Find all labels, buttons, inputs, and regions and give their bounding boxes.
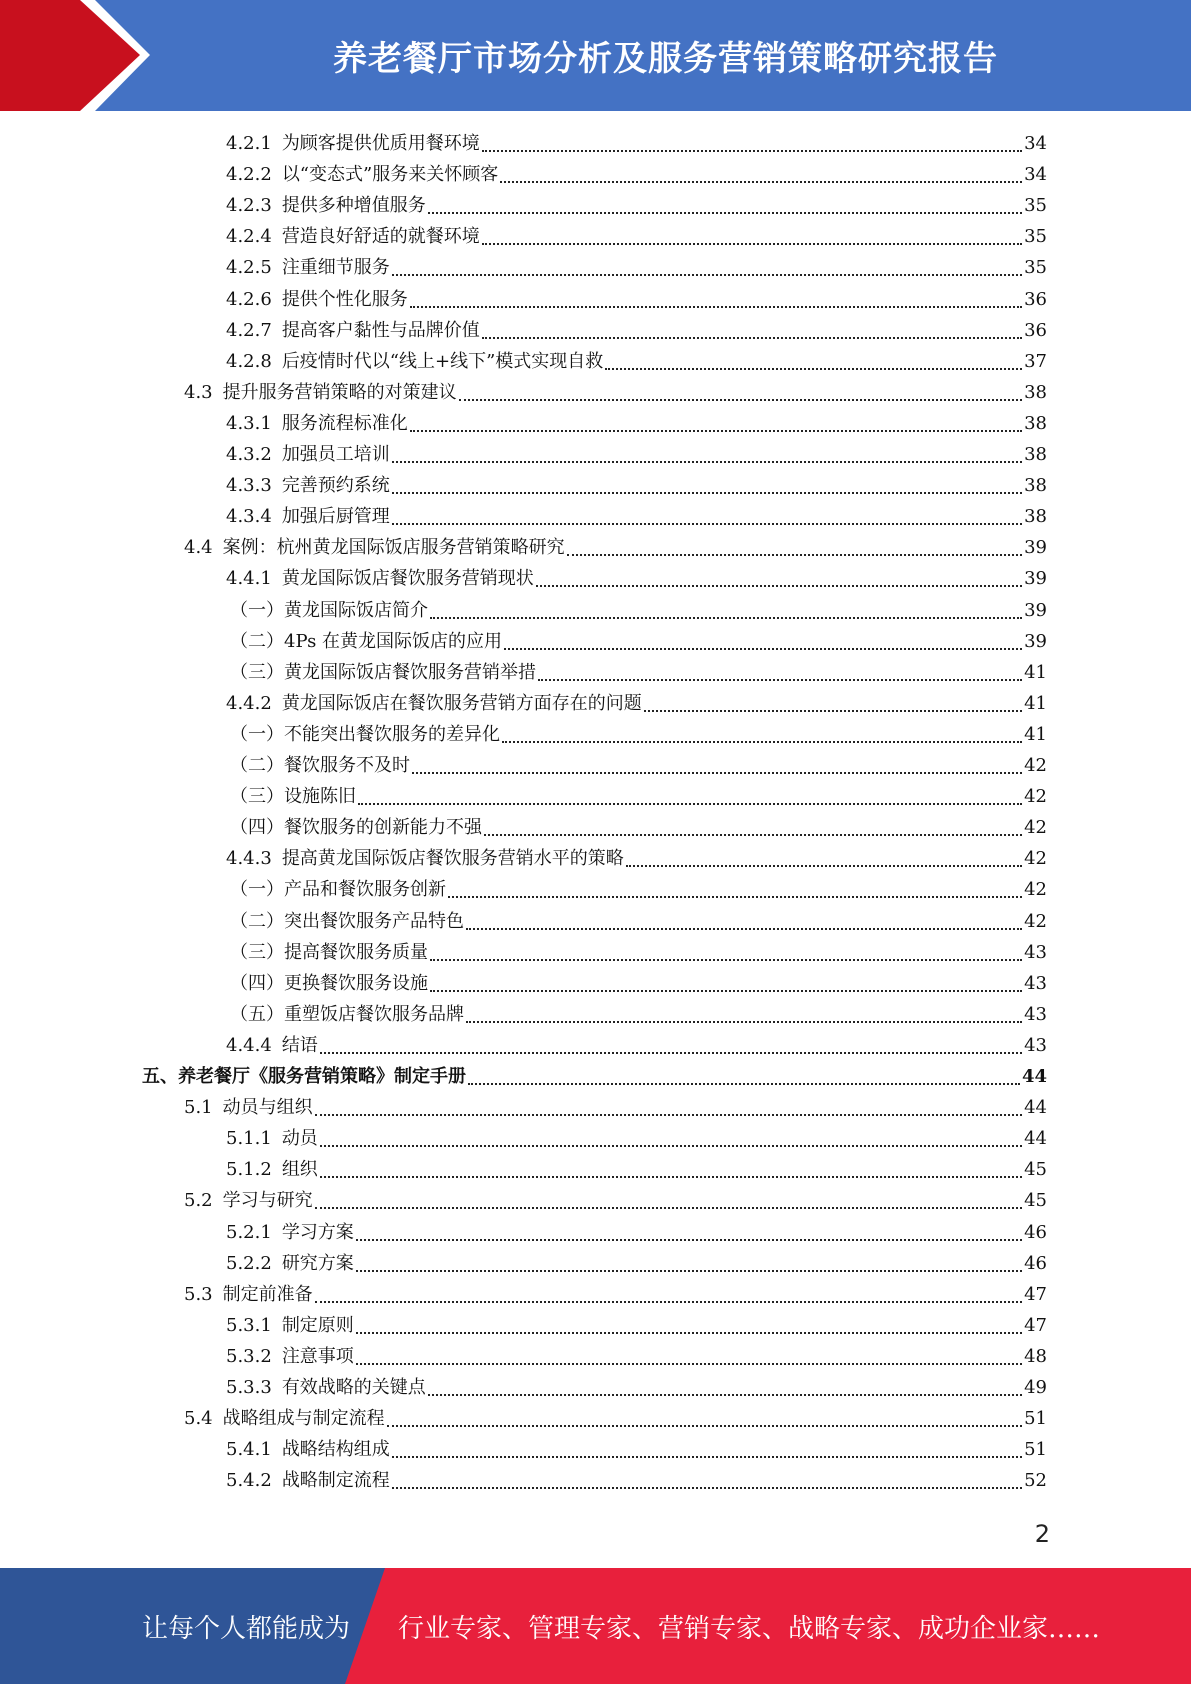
toc-dot-leader: [392, 1455, 1022, 1458]
toc-entry-number: 5.3.3: [226, 1377, 272, 1398]
toc-dot-leader: [428, 1393, 1022, 1396]
toc-entry-title: 动员与组织: [222, 1097, 313, 1119]
toc-entry-number: 4.2.6: [226, 288, 272, 310]
toc-dot-leader: [392, 460, 1022, 463]
toc-entry-page: 43: [1024, 1003, 1047, 1025]
toc-entry[interactable]: [226, 315, 1047, 346]
toc-entry-number: 5.4: [184, 1408, 213, 1430]
toc-entry-title: （四）餐饮服务的创新能力不强: [230, 817, 482, 839]
toc-entry-title: 战略结构组成: [281, 1439, 390, 1461]
footer-slogan-left: 让每个人都能成为: [142, 1613, 351, 1644]
toc-entry-number: 4.4.4: [226, 1034, 272, 1056]
toc-entry-number: 4.2.1: [226, 133, 272, 154]
toc-entry-number: 5.4.2: [226, 1470, 272, 1492]
toc-entry[interactable]: [226, 1248, 1047, 1279]
toc-dot-leader: [387, 1424, 1022, 1427]
toc-entry-number: 4.2.4: [226, 226, 272, 248]
toc-entry[interactable]: [184, 1185, 1047, 1216]
toc-entry[interactable]: [226, 688, 1047, 719]
toc-entry[interactable]: [230, 937, 1047, 968]
toc-dot-leader: [430, 616, 1022, 619]
toc-entry-page: 42: [1024, 879, 1047, 901]
toc-entry-page: 47: [1024, 1283, 1047, 1305]
toc-dot-leader: [315, 1113, 1022, 1116]
toc-entry-title: 战略制定流程: [281, 1470, 390, 1492]
toc-entry[interactable]: [226, 252, 1047, 283]
page-header: [0, 0, 1191, 111]
toc-entry-number: 4.2.5: [226, 257, 272, 279]
toc-entry-number: 4.2.8: [226, 350, 272, 372]
toc-entry-page: 46: [1024, 1252, 1047, 1274]
toc-dot-leader: [466, 927, 1022, 930]
toc-dot-leader: [392, 273, 1022, 276]
toc-dot-leader: [502, 740, 1022, 743]
toc-entry-number: 4.4: [184, 537, 213, 559]
header-red-arrow: [0, 0, 140, 111]
toc-entry[interactable]: [230, 750, 1047, 781]
toc-entry-title: （三）提高餐饮服务质量: [230, 941, 428, 963]
footer-slogan-right: 行业专家、管理专家、营销专家、战略专家、成功企业家……: [398, 1613, 1101, 1644]
toc-entry-page: 36: [1024, 319, 1047, 341]
toc-entry[interactable]: [184, 532, 1047, 563]
toc-entry-page: 39: [1024, 630, 1047, 652]
toc-entry-page: 45: [1024, 1190, 1047, 1212]
toc-entry-page: 39: [1024, 599, 1047, 621]
toc-entry[interactable]: [230, 781, 1047, 812]
toc-entry-page: 35: [1024, 257, 1047, 279]
page-footer: [0, 1568, 1191, 1684]
toc-entry-page: 39: [1024, 537, 1047, 559]
toc-entry-title: 提供多种增值服务: [281, 195, 426, 217]
toc-entry-title: 提供个性化服务: [281, 288, 408, 310]
toc-entry-title: 加强员工培训: [281, 444, 390, 465]
toc-entry-page: 44: [1021, 1066, 1047, 1087]
toc-entry[interactable]: [226, 470, 1047, 501]
toc-entry[interactable]: [184, 1092, 1047, 1123]
toc-dot-leader: [482, 336, 1022, 339]
toc-entry-number: 4.3.2: [226, 444, 272, 465]
toc-entry-title: 注意事项: [281, 1345, 354, 1367]
toc-entry-number: 5.1.2: [226, 1159, 272, 1181]
toc-entry-title: （三）设施陈旧: [230, 786, 356, 808]
toc-entry[interactable]: [226, 1341, 1047, 1372]
toc-entry-title: 学习方案: [281, 1221, 354, 1243]
toc-entry[interactable]: [230, 595, 1047, 626]
toc-dot-leader: [428, 211, 1022, 214]
toc-entry-title: 结语: [281, 1034, 318, 1056]
toc-entry-title: 完善预约系统: [281, 475, 390, 497]
toc-entry-title: 黄龙国际饭店在餐饮服务营销方面存在的问题: [281, 692, 642, 714]
toc-entry-title: 案例：杭州黄龙国际饭店服务营销策略研究: [222, 537, 565, 559]
toc-entry-number: 5.2.1: [226, 1221, 272, 1243]
toc-entry-title: 加强后厨管理: [281, 506, 390, 528]
toc-entry-title: （二）突出餐饮服务产品特色: [230, 910, 464, 932]
toc-entry-page: 38: [1024, 412, 1047, 434]
document-title: 养老餐厅市场分析及服务营销策略研究报告: [333, 39, 998, 79]
toc-entry-title: 动员: [281, 1128, 318, 1150]
toc-entry-page: 46: [1024, 1221, 1047, 1243]
toc-entry[interactable]: [226, 1310, 1047, 1341]
toc-entry-page: 37: [1024, 350, 1047, 372]
toc-entry[interactable]: [230, 874, 1047, 905]
toc-dot-leader: [356, 1362, 1022, 1365]
toc-entry-page: 43: [1024, 941, 1047, 963]
toc-entry[interactable]: [230, 812, 1047, 843]
toc-entry-title: （二）4Ps 在黄龙国际饭店的应用: [230, 630, 503, 652]
toc-entry-page: 34: [1024, 164, 1047, 186]
toc-entry-title: 注重细节服务: [281, 257, 390, 279]
toc-entry-page: 52: [1024, 1470, 1047, 1492]
toc-entry-page: 42: [1024, 910, 1047, 932]
toc-entry-page: 43: [1024, 1034, 1047, 1056]
toc-entry-title: （一）产品和餐饮服务创新: [230, 879, 446, 901]
toc-dot-leader: [538, 678, 1022, 681]
toc-entry[interactable]: [226, 284, 1047, 315]
toc-entry-number: 5.1: [184, 1097, 213, 1119]
toc-entry-title: （四）更换餐饮服务设施: [230, 972, 428, 994]
toc-entry-title: 组织: [281, 1159, 318, 1181]
toc-entry-page: 42: [1024, 817, 1047, 839]
toc-entry-page: 51: [1024, 1408, 1047, 1430]
toc-entry[interactable]: [142, 1061, 1047, 1092]
toc-entry-page: 35: [1024, 226, 1047, 248]
toc-entry-page: 39: [1024, 568, 1047, 590]
toc-dot-leader: [410, 429, 1022, 432]
toc-dot-leader: [500, 180, 1022, 183]
toc-entry[interactable]: [226, 1217, 1047, 1248]
toc-entry[interactable]: [226, 501, 1047, 532]
toc-dot-leader: [358, 802, 1022, 805]
toc-entry[interactable]: [226, 159, 1047, 190]
toc-entry-page: 51: [1024, 1439, 1047, 1461]
toc-entry-number: 4.3.1: [226, 412, 272, 434]
toc-entry-number: 4.3.4: [226, 506, 272, 528]
toc-entry[interactable]: [230, 719, 1047, 750]
toc-entry-title: （三）黄龙国际饭店餐饮服务营销举措: [230, 661, 536, 683]
toc-entry[interactable]: [226, 1434, 1047, 1465]
toc-entry-number: 5.3.1: [226, 1314, 272, 1336]
toc-dot-leader: [392, 1486, 1022, 1489]
toc-entry-number: 4.2.2: [226, 164, 272, 186]
toc-dot-leader: [567, 553, 1022, 556]
toc-entry-number: 4.3: [184, 381, 213, 403]
toc-dot-leader: [356, 1238, 1022, 1241]
toc-entry-page: 44: [1024, 1097, 1047, 1119]
toc-entry-number: 5.3: [184, 1283, 213, 1305]
toc-entry[interactable]: [226, 1030, 1047, 1061]
toc-entry[interactable]: [230, 999, 1047, 1030]
toc-dot-leader: [320, 1175, 1022, 1178]
toc-dot-leader: [412, 771, 1022, 774]
toc-entry-title: 提高客户黏性与品牌价值: [281, 319, 480, 341]
toc-entry[interactable]: [226, 346, 1047, 377]
toc-entry-page: 49: [1024, 1377, 1047, 1398]
toc-entry-page: 48: [1024, 1345, 1047, 1367]
toc-dot-leader: [448, 895, 1022, 898]
toc-entry-page: 38: [1024, 475, 1047, 497]
toc-entry[interactable]: [226, 1465, 1047, 1496]
toc-entry-title: 制定前准备: [222, 1283, 313, 1305]
toc-entry-number: 5.2.2: [226, 1252, 272, 1274]
toc-entry-page: 47: [1024, 1314, 1047, 1336]
toc-entry[interactable]: [226, 1372, 1047, 1403]
toc-dot-leader: [430, 958, 1022, 961]
toc-dot-leader: [468, 1082, 1020, 1085]
toc-entry-page: 45: [1024, 1159, 1047, 1181]
toc-entry-title: （一）不能突出餐饮服务的差异化: [230, 723, 500, 745]
toc-entry[interactable]: [230, 626, 1047, 657]
toc-entry-page: 42: [1024, 755, 1047, 776]
toc-entry-page: 41: [1024, 723, 1047, 745]
toc-entry-page: 41: [1024, 692, 1047, 714]
toc-entry[interactable]: [230, 657, 1047, 688]
toc-dot-leader: [320, 1051, 1022, 1054]
toc-entry-number: 4.4.3: [226, 848, 272, 870]
toc-dot-leader: [482, 149, 1022, 152]
toc-entry-title: 提高黄龙国际饭店餐饮服务营销水平的策略: [281, 848, 624, 870]
toc-entry-title: （一）黄龙国际饭店简介: [230, 599, 428, 621]
toc-dot-leader: [430, 989, 1022, 992]
toc-entry-title: 五、养老餐厅《服务营销策略》制定手册: [142, 1066, 466, 1087]
toc-dot-leader: [484, 833, 1022, 836]
toc-entry-number: 5.4.1: [226, 1439, 272, 1461]
toc-dot-leader: [392, 491, 1022, 494]
toc-entry-title: 营造良好舒适的就餐环境: [281, 226, 480, 248]
toc-entry[interactable]: [230, 906, 1047, 937]
toc-dot-leader: [410, 305, 1022, 308]
toc-entry-title: 学习与研究: [222, 1190, 313, 1212]
toc-entry-number: 5.3.2: [226, 1345, 272, 1367]
toc-entry-title: 研究方案: [281, 1252, 354, 1274]
toc-dot-leader: [482, 242, 1022, 245]
toc-entry[interactable]: [226, 190, 1047, 221]
toc-entry-page: 44: [1024, 1128, 1047, 1150]
toc-entry[interactable]: [226, 1154, 1047, 1185]
toc-dot-leader: [356, 1331, 1022, 1334]
toc-dot-leader: [392, 522, 1022, 525]
toc-entry[interactable]: [184, 377, 1047, 408]
toc-entry-page: 41: [1024, 661, 1047, 683]
toc-entry-title: （二）餐饮服务不及时: [230, 755, 410, 776]
toc-entry-page: 42: [1024, 786, 1047, 808]
toc-dot-leader: [356, 1269, 1022, 1272]
toc-entry[interactable]: [226, 221, 1047, 252]
toc-dot-leader: [644, 709, 1022, 712]
toc-entry-number: 4.4.2: [226, 692, 272, 714]
toc-entry-number: 4.2.7: [226, 319, 272, 341]
toc-entry-title: 以“变态式”服务来关怀顾客: [281, 164, 499, 186]
toc-entry-title: 战略组成与制定流程: [222, 1408, 385, 1430]
toc-entry-title: 为顾客提供优质用餐环境: [281, 133, 480, 154]
toc-entry[interactable]: [226, 128, 1047, 159]
toc-entry[interactable]: [226, 843, 1047, 874]
toc-entry[interactable]: [226, 563, 1047, 594]
toc-entry[interactable]: [184, 1279, 1047, 1310]
toc-entry-title: 有效战略的关键点: [281, 1377, 426, 1398]
toc-dot-leader: [315, 1206, 1022, 1209]
toc-dot-leader: [459, 398, 1022, 401]
toc-entry-number: 4.3.3: [226, 475, 272, 497]
toc-entry-page: 38: [1024, 506, 1047, 528]
toc-dot-leader: [315, 1300, 1022, 1303]
toc-entry-page: 34: [1024, 133, 1047, 154]
toc-dot-leader: [320, 1144, 1022, 1147]
toc-entry-title: 黄龙国际饭店餐饮服务营销现状: [281, 568, 534, 590]
toc-dot-leader: [504, 647, 1022, 650]
toc-entry-title: 服务流程标准化: [281, 412, 408, 434]
toc-entry-page: 36: [1024, 288, 1047, 310]
toc-entry-page: 35: [1024, 195, 1047, 217]
toc-entry-title: 制定原则: [281, 1314, 354, 1336]
toc-entry[interactable]: [230, 968, 1047, 999]
toc-entry-number: 5.2: [184, 1190, 213, 1212]
page-number: 2: [1034, 1520, 1050, 1548]
toc-dot-leader: [626, 864, 1022, 867]
toc-entry[interactable]: [226, 408, 1047, 439]
toc-entry[interactable]: [226, 1123, 1047, 1154]
toc-entry-number: 4.4.1: [226, 568, 272, 590]
toc-entry-number: 5.1.1: [226, 1128, 272, 1150]
toc-entry-page: 43: [1024, 972, 1047, 994]
toc-entry-page: 42: [1024, 848, 1047, 870]
toc-entry-page: 38: [1024, 444, 1047, 465]
toc-entry[interactable]: [226, 439, 1047, 470]
toc-entry-title: 后疫情时代以“线上+线下”模式实现自救: [281, 350, 604, 372]
toc-entry-page: 38: [1024, 381, 1047, 403]
toc-dot-leader: [536, 584, 1022, 587]
toc-entry-title: 提升服务营销策略的对策建议: [222, 381, 457, 403]
toc-entry-title: （五）重塑饭店餐饮服务品牌: [230, 1003, 464, 1025]
toc-entry[interactable]: [184, 1403, 1047, 1434]
toc-dot-leader: [605, 367, 1022, 370]
toc-dot-leader: [466, 1020, 1022, 1023]
toc-entry-number: 4.2.3: [226, 195, 272, 217]
